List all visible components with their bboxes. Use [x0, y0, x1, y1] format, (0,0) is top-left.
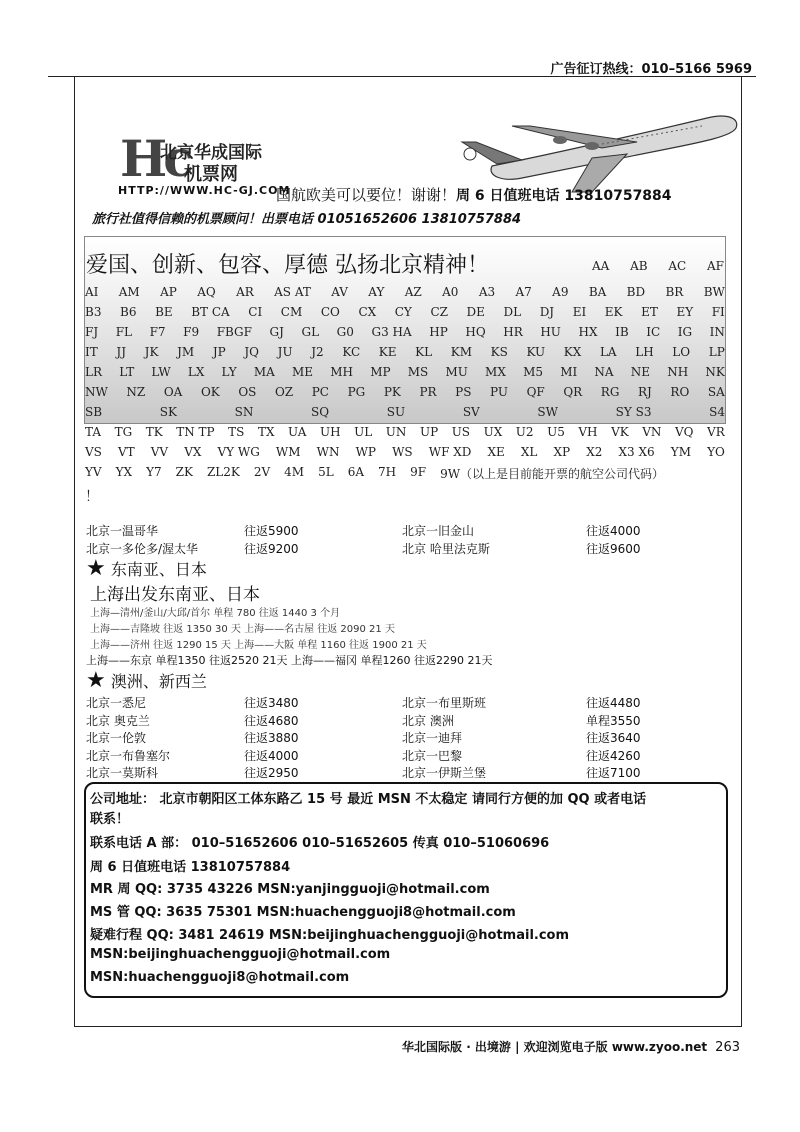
logo-company: 北京华成国际: [160, 143, 262, 163]
airline-code: JU: [277, 345, 293, 359]
airline-code: NZ: [126, 385, 146, 399]
airline-code: NH: [667, 365, 689, 379]
airline-code: PR: [419, 385, 437, 399]
airline-code: FL: [115, 325, 133, 339]
airline-code: DJ: [539, 305, 555, 319]
airline-code: VH: [578, 425, 598, 439]
slogan-text: 国航欧美可以要位！谢谢！: [276, 186, 457, 204]
logo-mark: Hc: [120, 129, 190, 188]
airline-code: RO: [670, 385, 690, 399]
route-city: 北京一旧金山: [402, 524, 475, 538]
beijing-spirit-headline: 爱国、创新、包容、厚德 弘扬北京精神！: [86, 253, 489, 278]
airline-code: MH: [330, 365, 353, 379]
airline-code: FBGF: [216, 325, 252, 339]
airline-code: JK: [144, 345, 159, 359]
airline-code: G0: [336, 325, 354, 339]
airline-code: 5L: [318, 465, 334, 479]
airline-code: X2: [586, 445, 603, 459]
route-city: 北京 澳洲: [402, 713, 454, 728]
airline-code: VQ: [674, 425, 694, 439]
airline-code: F9: [183, 325, 200, 339]
route-price: 往返3480: [244, 696, 299, 710]
sh-route-row: 上海——东京 单程1350 往返2520 21天 上海——福冈 单程1260 往返2290 21天: [86, 654, 493, 667]
route-city: 北京一莫斯科: [86, 766, 159, 780]
route-price: 往返4260: [586, 748, 641, 763]
airline-code-row: [85, 385, 725, 399]
footer-text: 华北国际版 · 出境游 | 欢迎浏览电子版 www.zyoo.net: [402, 1040, 708, 1054]
airline-code: TK: [145, 425, 163, 439]
airline-code: JQ: [244, 345, 260, 359]
airplane-icon: [452, 96, 742, 196]
airline-code: SV: [462, 405, 480, 419]
airline-code: CX: [358, 305, 377, 319]
airline-code: DE: [466, 305, 485, 319]
airline-code: VX: [184, 445, 202, 459]
airline-code: NW: [85, 385, 108, 399]
airline-code: TX: [257, 425, 275, 439]
route-price: 往返4000: [244, 748, 299, 763]
airline-code: QF: [526, 385, 545, 399]
route-price: 往返4680: [244, 713, 299, 728]
airline-code: AC: [668, 259, 687, 273]
star-icon: ★: [86, 556, 106, 581]
airline-code: KS: [490, 345, 508, 359]
airline-code: LT: [119, 365, 135, 379]
route-price: 往返7100: [586, 766, 641, 780]
airline-code: 2V: [253, 465, 271, 479]
route-row: [86, 522, 158, 539]
airline-code: EK: [604, 305, 623, 319]
airline-code: TS: [228, 425, 245, 439]
airline-code: OZ: [274, 385, 294, 399]
route-city: 北京一布鲁塞尔: [86, 748, 171, 763]
airline-code: IB: [615, 325, 629, 339]
route-price: 往返3640: [586, 731, 641, 745]
airline-code: BR: [665, 285, 684, 299]
airline-code: LP: [708, 345, 725, 359]
route-city: 北京 哈里法克斯: [402, 542, 490, 556]
airline-code: PK: [383, 385, 401, 399]
airline-code: MI: [560, 365, 578, 379]
route-city: 北京一迪拜: [402, 731, 463, 745]
airline-code: AS AT: [274, 285, 311, 299]
airline-code: F7: [149, 325, 166, 339]
airline-code: OK: [200, 385, 220, 399]
airline-code: HQ: [465, 325, 486, 339]
airline-code: G3 HA: [371, 325, 412, 339]
airline-code: KU: [526, 345, 546, 359]
airline-code: HU: [540, 325, 561, 339]
airline-code: AV: [331, 285, 348, 299]
airline-code: TN TP: [176, 425, 215, 439]
section-title: 澳洲、新西兰: [110, 672, 207, 691]
airline-code: AA: [592, 259, 610, 273]
airline-code: TA: [85, 425, 102, 439]
section-oz: [86, 668, 207, 693]
airline-code: JP: [212, 345, 226, 359]
airline-code: VR: [707, 425, 725, 439]
duty-phone: 周 6 日值班电话 13810757884: [90, 860, 291, 875]
airline-code: U5: [547, 425, 565, 439]
sh-route-row: 上海—清州/釜山/大邱/首尔 单程 780 往返 1440 3 个月: [90, 608, 341, 619]
airline-code: SY S3: [615, 405, 652, 419]
airline-code: MX: [485, 365, 506, 379]
contact-mr-zhou: MR 周 QQ: 3735 43226 MSN:yanjingguoji@hotmail.com: [90, 882, 490, 897]
airline-code: UP: [419, 425, 439, 439]
airline-code: WM: [275, 445, 301, 459]
airline-code: A7: [515, 285, 532, 299]
contact-ms-guan: MS 管 QQ: 3635 75301 MSN:huachengguoji8@hotmail.com: [90, 905, 516, 920]
airline-code: VS: [85, 445, 102, 459]
airline-code: RJ: [637, 385, 652, 399]
airline-code-row: [85, 285, 725, 299]
airline-code: UX: [483, 425, 503, 439]
route-city: 北京一伦敦: [86, 731, 147, 745]
route-city: 北京一多伦多/渥太华: [86, 542, 199, 556]
airline-code: HX: [578, 325, 598, 339]
airline-code: WS: [392, 445, 413, 459]
airline-code: YV: [85, 465, 102, 479]
airline-code: NE: [630, 365, 651, 379]
logo-name: 机票网: [184, 164, 238, 185]
airline-code: AM: [118, 285, 140, 299]
airline-code: UL: [354, 425, 373, 439]
airline-code: KL: [415, 345, 433, 359]
route-city: 北京 奥克兰: [86, 713, 150, 728]
airline-code: KM: [450, 345, 473, 359]
airline-code: CZ: [430, 305, 448, 319]
airline-code-row: [85, 305, 725, 319]
route-city: 北京一布里斯班: [402, 696, 487, 710]
airline-code: LX: [187, 365, 205, 379]
msn-address[interactable]: MSN:beijinghuachengguoji@hotmail.com: [90, 947, 391, 962]
airline-code: ME: [292, 365, 314, 379]
airline-code: HP: [429, 325, 448, 339]
airline-code: YO: [707, 445, 725, 459]
airline-code: SU: [386, 405, 406, 419]
sh-route-row: 上海——济州 往返 1290 15 天 上海——大阪 单程 1160 往返 1900 21 天: [90, 640, 427, 651]
airline-code: PU: [490, 385, 508, 399]
airline-code: PC: [311, 385, 329, 399]
airline-code: B3: [85, 305, 102, 319]
airline-code: KE: [378, 345, 397, 359]
airline-code: Y7: [146, 465, 162, 479]
route-price: 往返9600: [586, 542, 641, 556]
airline-code: KX: [563, 345, 582, 359]
airline-code: AP: [160, 285, 177, 299]
airline-code: CY: [394, 305, 412, 319]
route-price: 往返9200: [244, 542, 299, 556]
airline-code: CO: [320, 305, 340, 319]
airline-code-row: [85, 365, 725, 379]
airline-note-mark: ！: [85, 489, 99, 505]
airline-code: LY: [221, 365, 237, 379]
route-city: 北京一悉尼: [86, 696, 147, 710]
airline-code: OA: [163, 385, 183, 399]
contact-note: 联系！: [90, 812, 130, 827]
airline-code: AI: [85, 285, 99, 299]
airline-code: TG: [114, 425, 133, 439]
airline-code: B6: [120, 305, 137, 319]
airline-code: XE: [487, 445, 505, 459]
route-price: 往返3880: [244, 731, 299, 745]
airline-code: YM: [670, 445, 691, 459]
airline-code: BD: [626, 285, 646, 299]
section-sea: [86, 556, 207, 581]
airline-code: GL: [301, 325, 320, 339]
company-address: 公司地址： 北京市朝阳区工体东路乙 15 号 最近 MSN 不太稳定 请同行方便的加 QQ 或者电话: [90, 792, 647, 807]
airline-code-row: [592, 259, 724, 273]
airline-code: BE: [155, 305, 173, 319]
contact-phones: 联系电话 A 部： 010–51652606 010–51652605 传真 010–51060696: [90, 836, 550, 851]
section-title: 东南亚、日本: [110, 560, 207, 579]
ad-hotline: 广告征订热线：010–5166 5969: [550, 62, 752, 77]
airline-code: FJ: [85, 325, 99, 339]
airline-code: UN: [385, 425, 407, 439]
airline-code: ZL2K: [206, 465, 240, 479]
airline-code: AQ: [197, 285, 216, 299]
airline-code: CM: [280, 305, 303, 319]
sh-route-row: 上海——吉隆坡 往返 1350 30 天 上海——名古屋 往返 2090 21 天: [90, 624, 395, 635]
airline-code-row: [85, 445, 725, 459]
airline-code-row: [85, 425, 725, 439]
airline-code: BW: [703, 285, 725, 299]
route-price: 往返5900: [244, 524, 299, 538]
airline-code: SK: [159, 405, 177, 419]
airline-code: CI: [248, 305, 263, 319]
route-price: 往返4480: [586, 696, 641, 710]
airline-code: A3: [478, 285, 496, 299]
airline-code: A9: [552, 285, 569, 299]
airline-code: 4M: [284, 465, 305, 479]
airline-code: EI: [572, 305, 587, 319]
contact-complex-itinerary: 疑难行程 QQ: 3481 24619 MSN:beijinghuachengguoji@hotmail.com: [90, 928, 570, 943]
airline-code: S4: [709, 405, 725, 419]
airline-code: PS: [455, 385, 472, 399]
airline-code: IT: [85, 345, 98, 359]
airline-code: 9W（以上是目前能开票的航空公司代码）: [440, 467, 665, 481]
airline-code: WF XD: [428, 445, 472, 459]
airline-code: YX: [115, 465, 133, 479]
airline-code: LW: [151, 365, 171, 379]
airline-code: IG: [677, 325, 693, 339]
airline-code: A0: [442, 285, 459, 299]
airline-code: 7H: [378, 465, 397, 479]
airline-code: AB: [630, 259, 648, 273]
duty-phone: 周 6 日值班电话 13810757884: [456, 188, 672, 204]
airline-code: JM: [177, 345, 195, 359]
airline-code: HR: [503, 325, 523, 339]
msn-address[interactable]: MSN:huachengguoji8@hotmail.com: [90, 970, 350, 985]
airline-code: BA: [588, 285, 607, 299]
airline-code: ET: [641, 305, 658, 319]
airline-code: QR: [563, 385, 583, 399]
airline-code: DL: [503, 305, 522, 319]
airline-code: JJ: [116, 345, 127, 359]
page-number: 263: [715, 1040, 740, 1055]
route-city: 北京一伊斯兰堡: [402, 766, 487, 780]
route-city: 北京一巴黎: [402, 748, 463, 763]
airline-code: SN: [234, 405, 254, 419]
airline-code: 6A: [347, 465, 364, 479]
airline-code-row: [85, 465, 725, 482]
slogan-consultant: 旅行社值得信赖的机票顾问！出票电话 01051652606 13810757884: [92, 212, 522, 227]
airline-code: VY WG: [217, 445, 260, 459]
airline-code: VN: [642, 425, 662, 439]
airline-code: M5: [523, 365, 543, 379]
airline-code: XL: [520, 445, 538, 459]
airline-code: SB: [85, 405, 103, 419]
slogan-line: [276, 184, 672, 205]
airline-code: NA: [594, 365, 614, 379]
airline-code: UH: [320, 425, 341, 439]
airline-code: AZ: [404, 285, 422, 299]
airline-code: MU: [445, 365, 468, 379]
airline-code: MP: [370, 365, 391, 379]
airline-code: MA: [253, 365, 275, 379]
logo-url[interactable]: HTTP://WWW.HC-GJ.COM: [118, 184, 291, 197]
airline-code: WP: [355, 445, 376, 459]
airline-code: SQ: [311, 405, 330, 419]
footer: [402, 1038, 740, 1055]
airline-code-row: [85, 345, 725, 359]
airline-code: SA: [707, 385, 725, 399]
airline-code: XP: [553, 445, 571, 459]
airline-code: US: [451, 425, 471, 439]
airline-code: LA: [599, 345, 617, 359]
airline-code: VK: [611, 425, 629, 439]
airline-code: LO: [672, 345, 691, 359]
airline-code: X3 X6: [618, 445, 655, 459]
airline-code: IC: [646, 325, 661, 339]
airline-code: 9F: [410, 465, 427, 479]
airline-code-row: [85, 405, 725, 419]
airline-code: ZK: [175, 465, 193, 479]
airline-code: AR: [236, 285, 254, 299]
route-city: 北京一温哥华: [86, 524, 159, 538]
route-price: 往返4000: [586, 524, 641, 538]
airline-code: U2: [515, 425, 534, 439]
airline-code: WN: [316, 445, 340, 459]
airline-code: GJ: [269, 325, 284, 339]
airline-code: J2: [311, 345, 324, 359]
star-icon: ★: [86, 668, 106, 693]
airline-code: PG: [347, 385, 366, 399]
airline-code: SW: [537, 405, 558, 419]
airline-code: RG: [600, 385, 620, 399]
airline-code-row: [85, 325, 725, 339]
airline-code: LH: [635, 345, 654, 359]
airline-code: NK: [705, 365, 725, 379]
route-price: 单程3550: [586, 713, 641, 728]
airline-code: EY: [676, 305, 694, 319]
airline-code: MS: [407, 365, 429, 379]
airline-code: IN: [709, 325, 725, 339]
airline-code: AY: [368, 285, 385, 299]
airline-code: KC: [342, 345, 361, 359]
airline-code: UA: [288, 425, 307, 439]
route-price: 往返2950: [244, 766, 299, 780]
airline-code: LR: [85, 365, 103, 379]
airline-headline-row: [86, 248, 489, 279]
airline-code: VT: [117, 445, 135, 459]
airline-code: AF: [706, 259, 724, 273]
airline-code: BT CA: [191, 305, 230, 319]
airline-code: OS: [238, 385, 257, 399]
airline-code: VV: [150, 445, 169, 459]
shanghai-title: 上海出发东南亚、日本: [90, 585, 260, 605]
airline-code: FI: [711, 305, 725, 319]
